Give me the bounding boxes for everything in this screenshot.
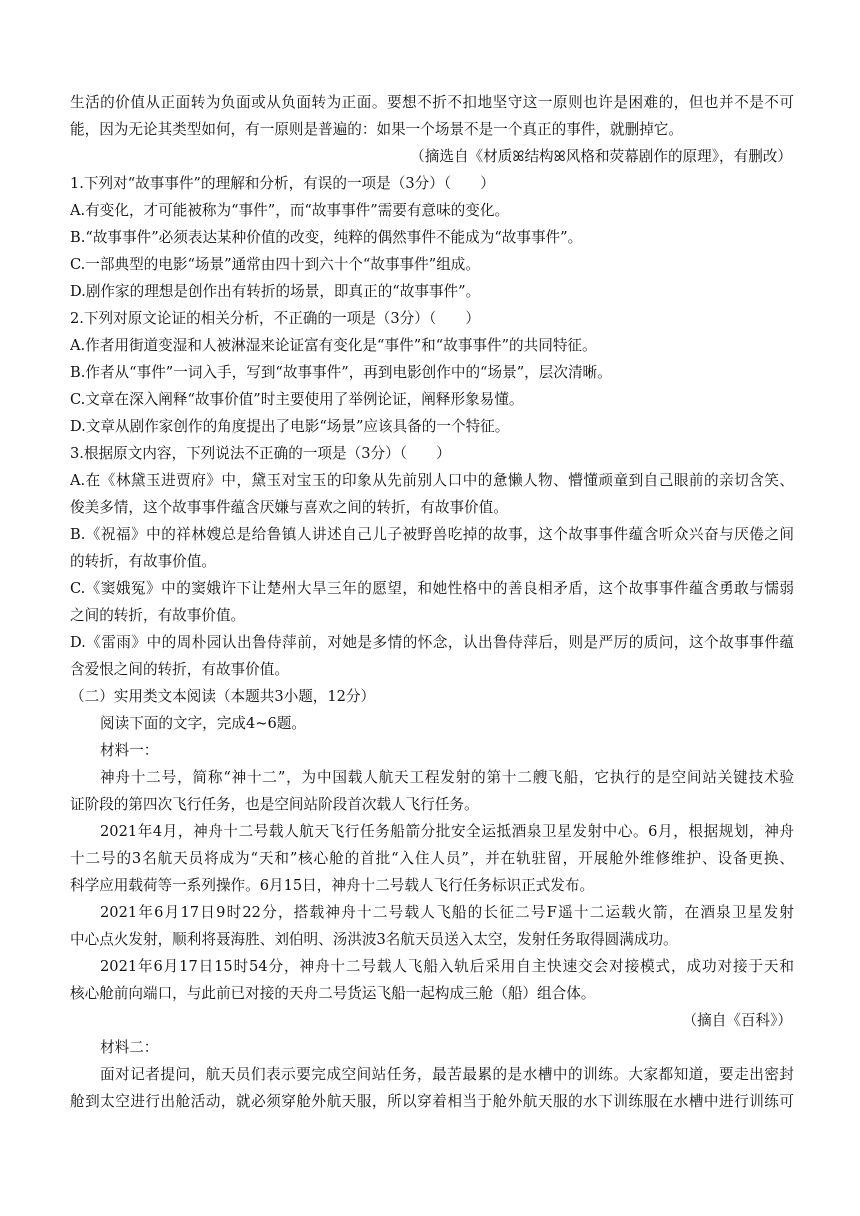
text-line: 舱到太空进行出舱活动，就必须穿舱外航天服，所以穿着相当于舱外航天服的水下训练服在水槽中进行训练可 — [70, 1093, 794, 1110]
text-line: D.《雷雨》中的周朴园认出鲁侍萍前，对她是多情的怀念，认出鲁侍萍后，则是严厉的质问，这个故事事件蕴 — [70, 634, 794, 651]
text-line: A.有变化，才可能被称为“事件”，而“故事事件”需要有意味的变化。 — [70, 202, 510, 219]
text-line: B.作者从“事件”一词入手，写到“故事事件”，再到电影创作中的“场景”，层次清晰。 — [70, 364, 612, 381]
text-line: 的转折，有故事价值。 — [70, 553, 216, 570]
text-line: 2.下列对原文论证的相关分析，不正确的一项是（3分）（ ） — [70, 310, 480, 327]
text-line: 能，因为无论其类型如何，有一原则是普遍的：如果一个场景不是一个真正的事件，就删掉它。 — [70, 121, 683, 138]
text-line: C.《窦娥冤》中的窦娥许下让楚州大旱三年的愿望，和她性格中的善良相矛盾，这个故事事件蕴含勇敢与懦弱 — [70, 580, 794, 597]
text-line: 材料二： — [100, 1039, 159, 1056]
text-line: （二）实用类文本阅读（本题共3小题，12分） — [70, 688, 376, 705]
text-line: 中心点火发射，顺利将聂海胜、刘伯明、汤洪波3名航天员送入太空，发射任务取得圆满成功。 — [70, 931, 678, 948]
text-line: C.一部典型的电影“场景”通常由四十到六十个“故事事件”组成。 — [70, 256, 480, 273]
text-line: 科学应用载荷等一系列操作。6月15日，神舟十二号载人飞行任务标识正式发布。 — [70, 877, 595, 894]
text-line: 之间的转折，有故事价值。 — [70, 607, 246, 624]
text-line: 俊美多情，这个故事事件蕴含厌嫌与喜欢之间的转折，有故事价值。 — [70, 499, 508, 516]
text-line: B.《祝福》中的祥林嫂总是给鲁镇人讲述自己儿子被野兽吃掉的故事，这个故事事件蕴含听众兴奋与厌倦之间 — [70, 526, 794, 543]
text-line: 含爱恨之间的转折，有故事价值。 — [70, 661, 289, 678]
text-line: （摘自《百科》） — [682, 1012, 792, 1029]
text-line: B.“故事事件”必须表达某种价值的改变，纯粹的偶然事件不能成为“故事事件”。 — [70, 229, 583, 246]
text-line: 2021年6月17日15时54分，神舟十二号载人飞船入轨后采用自主快速交会对接模式，成功对接于天和 — [100, 958, 794, 975]
text-line: D.剧作家的理想是创作出有转折的场景，即真正的“故事事件”。 — [70, 283, 481, 300]
text-line: 材料一： — [100, 742, 159, 759]
text-line: 2021年6月17日9时22分，搭载神舟十二号载人飞船的长征二号F遥十二运载火箭，在酒泉卫星发射 — [100, 904, 794, 921]
text-line: C.文章在深入阐释“故事价值”时主要使用了举例论证，阐释形象易懂。 — [70, 391, 524, 408]
text-line: 证阶段的第四次飞行任务，也是空间站阶段首次载人飞行任务。 — [70, 796, 479, 813]
text-line: 3.根据原文内容，下列说法不正确的一项是（3分）（ ） — [70, 445, 451, 462]
text-line: D.文章从剧作家创作的角度提出了电影“场景”应该具备的一个特征。 — [70, 418, 510, 435]
text-line: 面对记者提问，航天员们表示要完成空间站任务，最苦最累的是水槽中的训练。大家都知道，要走出密封 — [100, 1066, 794, 1083]
text-line: A.在《林黛玉进贾府》中，黛玉对宝玉的印象从先前别人口中的惫懒人物、懵懂顽童到自己眼前的亲切含笑、 — [70, 472, 794, 489]
text-line: A.作者用街道变湿和人被淋湿来论证富有变化是“事件”和“故事事件”的共同特征。 — [70, 337, 597, 354]
text-line: 2021年4月，神舟十二号载人航天飞行任务船箭分批安全运抵酒泉卫星发射中心。6月，根据规划，神舟 — [100, 823, 794, 840]
text-line: 生活的价值从正面转为负面或从负面转为正面。要想不折不扣地坚守这一原则也许是困难的，但也并不是不可 — [70, 94, 794, 111]
text-line: 十二号的3名航天员将成为“天和”核心舱的首批“入住人员”，并在轨驻留，开展舱外维修维护、设备更换、 — [70, 850, 794, 867]
text-line: 神舟十二号，简称“神十二”，为中国载人航天工程发射的第十二艘飞船，它执行的是空间站关键技术验 — [100, 769, 794, 786]
text-line: 阅读下面的文字，完成4~6题。 — [100, 715, 306, 732]
text-line: 1.下列对“故事事件”的理解和分析，有误的一项是（3分）（ ） — [70, 175, 495, 192]
text-line: 核心舱前向端口，与此前已对接的天舟二号货运飞船一起构成三舱（船）组合体。 — [70, 985, 596, 1002]
text-line: （摘选自《材质ꕤ结构ꕤ风格和荧幕剧作的原理》，有删改） — [410, 148, 792, 165]
